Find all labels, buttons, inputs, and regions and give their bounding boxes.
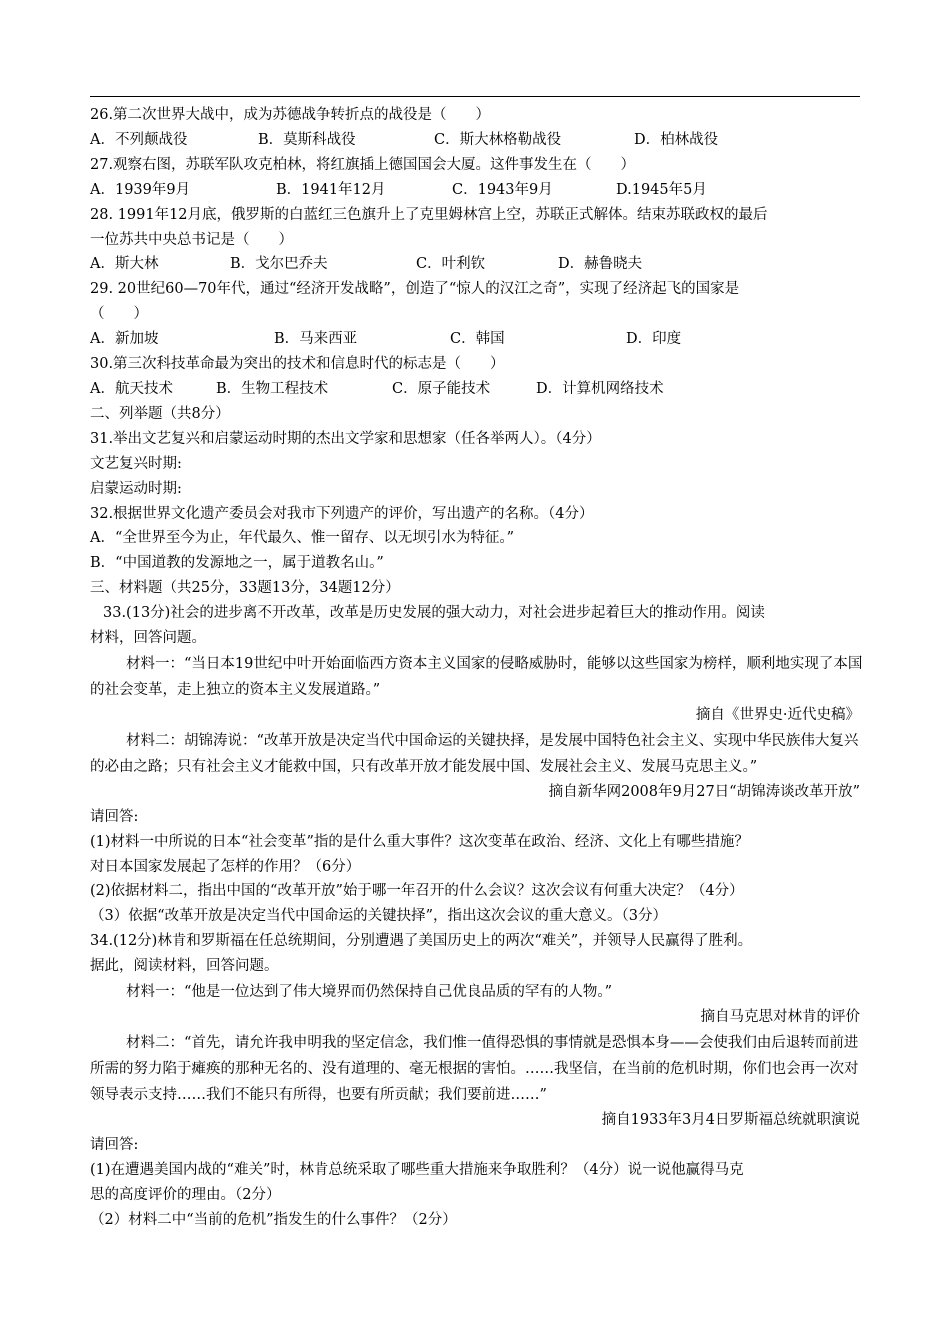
question-33-material-2: 材料二：胡锦涛说：“改革开放是决定当代中国命运的关键抉择，是发展中国特色社会主义、实现中华民族伟大复兴的必由之路；只有社会主义才能救中国，只有改革开放才能发展中国、发展社会主义、发展马克思主义。” <box>90 732 859 775</box>
section-2-heading: 二、列举题（共8分） <box>90 405 230 422</box>
question-26-options <box>90 128 866 153</box>
question-31-enlightenment: 启蒙运动时期: <box>90 480 182 497</box>
question-33-sub-1: (1)材料一中所说的日本“社会变革”指的是什么重大事件？这次变革在政治、经济、文化上有哪些措施？ <box>90 833 749 850</box>
option-a: A．新加坡 <box>90 331 159 348</box>
question-29-stem-cont: （ ） <box>90 306 148 323</box>
question-33-sub-3: （3）依据“改革开放是决定当代中国命运的关键抉择”，指出这次会议的重大意义。（3分） <box>90 908 668 925</box>
question-34-intro: 34.(12分)林肯和罗斯福在任总统期间，分别遭遇了美国历史上的两次“难关”，并领导人民赢得了胜利。 <box>90 933 753 950</box>
option-c: C．原子能技术 <box>392 380 491 397</box>
option-a: A．航天技术 <box>90 380 173 397</box>
question-33-ask: 请回答: <box>90 808 139 825</box>
option-a: A．斯大林 <box>90 256 159 273</box>
question-28-options <box>90 252 866 277</box>
question-30-options <box>90 377 866 402</box>
option-c: C．韩国 <box>450 331 505 348</box>
question-33-intro: 33.(13分)社会的进步离不开改革，改革是历史发展的强大动力，对社会进步起着巨大的推动作用。阅读 <box>103 605 765 622</box>
question-34-sub-1: (1)在遭遇美国内战的“难关”时，林肯总统采取了哪些重大措施来争取胜利？（4分）说一说他赢得马克 <box>90 1161 744 1178</box>
option-a: A．1939年9月 <box>90 181 191 198</box>
option-c: C．1943年9月 <box>452 181 553 198</box>
question-28-stem-cont: 一位苏共中央总书记是（ ） <box>90 231 293 248</box>
question-34-source-1: 摘自马克思对林肯的评价 <box>700 1009 860 1026</box>
option-c: C．斯大林格勒战役 <box>434 131 562 148</box>
option-a: A．不列颠战役 <box>90 131 188 148</box>
question-31-stem: 31.举出文艺复兴和启蒙运动时期的杰出文学家和思想家（任各举两人）。（4分） <box>90 430 601 447</box>
question-29-options <box>90 327 866 352</box>
question-31-renaissance: 文艺复兴时期: <box>90 455 182 472</box>
option-d: D．赫鲁晓夫 <box>558 256 643 273</box>
question-34-material-2: 材料二：“首先，请允许我申明我的坚定信念，我们惟一值得恐惧的事情就是恐惧本身——会使我们由后退转而前进所需的努力陷于瘫痪的那种无名的、没有道理的、毫无根据的害怕。……我坚信，在当前的危机时期，你们也会再一次对领导表示支持……我们不能只有所得，也要有所贡献；我们要前进……” <box>90 1035 859 1103</box>
question-33-sub-2: (2)依据材料二，指出中国的“改革开放”始于哪一年召开的什么会议？这次会议有何重大决定？（4分） <box>90 883 744 900</box>
question-34-material-1: 材料一：“他是一位达到了伟大境界而仍然保持自己优良品质的罕有的人物。” <box>126 984 613 1001</box>
question-34-intro-cont: 据此，阅读材料，回答问题。 <box>90 958 279 975</box>
question-27-options <box>90 178 866 203</box>
option-d: D．印度 <box>626 331 682 348</box>
question-33-intro-cont: 材料，回答问题。 <box>90 630 206 647</box>
question-26-stem: 26.第二次世界大战中，成为苏德战争转折点的战役是（ ） <box>90 107 491 123</box>
question-30-stem: 30.第三次科技革命最为突出的技术和信息时代的标志是（ ） <box>90 356 505 373</box>
question-33-material-1: 材料一：“当日本19世纪中叶开始面临西方资本主义国家的侵略威胁时，能够以这些国家为榜样，顺利地实现了本国的社会变革，走上独立的资本主义发展道路。” <box>90 655 863 698</box>
option-d: D．计算机网络技术 <box>536 380 664 397</box>
question-32-item-a: A．“全世界至今为止，年代最久、惟一留存、以无坝引水为特征。” <box>90 530 515 547</box>
option-b: B．莫斯科战役 <box>258 131 356 148</box>
option-b: B．1941年12月 <box>276 181 386 198</box>
question-32-stem: 32.根据世界文化遗产委员会对我市下列遗产的评价，写出遗产的名称。（4分） <box>90 505 594 522</box>
option-c: C．叶利钦 <box>416 256 486 273</box>
question-33-sub-1-cont: 对日本国家发展起了怎样的作用？（6分） <box>90 858 361 875</box>
question-32-item-b: B．“中国道教的发源地之一，属于道教名山。” <box>90 555 384 572</box>
question-34-sub-2: （2）材料二中“当前的危机”指发生的什么事件？（2分） <box>90 1211 457 1228</box>
question-33-source-2: 摘自新华网2008年9月27日“胡锦涛谈改革开放” <box>548 783 860 800</box>
header-rule <box>90 96 860 97</box>
option-d: D.1945年5月 <box>616 181 707 198</box>
option-b: B．马来西亚 <box>274 331 358 348</box>
question-33-source-1: 摘自《世界史·近代史稿》 <box>695 706 860 723</box>
option-b: B．生物工程技术 <box>216 380 329 397</box>
exam-content <box>90 103 866 1233</box>
option-d: D．柏林战役 <box>634 131 719 148</box>
question-34-source-2: 摘自1933年3月4日罗斯福总统就职演说 <box>601 1112 860 1128</box>
option-b: B．戈尔巴乔夫 <box>230 256 328 273</box>
question-34-ask: 请回答: <box>90 1136 139 1153</box>
question-29-stem: 29. 20世纪60—70年代，通过“经济开发战略”，创造了“惊人的汉江之奇”，实现了经济起飞的国家是 <box>90 281 740 298</box>
question-34-sub-1-cont: 思的高度评价的理由。（2分） <box>90 1186 281 1203</box>
question-27-stem: 27.观察右图，苏联军队攻克柏林，将红旗插上德国国会大厦。这件事发生在（ ） <box>90 156 636 173</box>
section-3-heading: 三、材料题（共25分，33题13分，34题12分） <box>90 580 400 597</box>
question-28-stem: 28. 1991年12月底，俄罗斯的白蓝红三色旗升上了克里姆林宫上空，苏联正式解体。结束苏联政权的最后 <box>90 206 768 223</box>
